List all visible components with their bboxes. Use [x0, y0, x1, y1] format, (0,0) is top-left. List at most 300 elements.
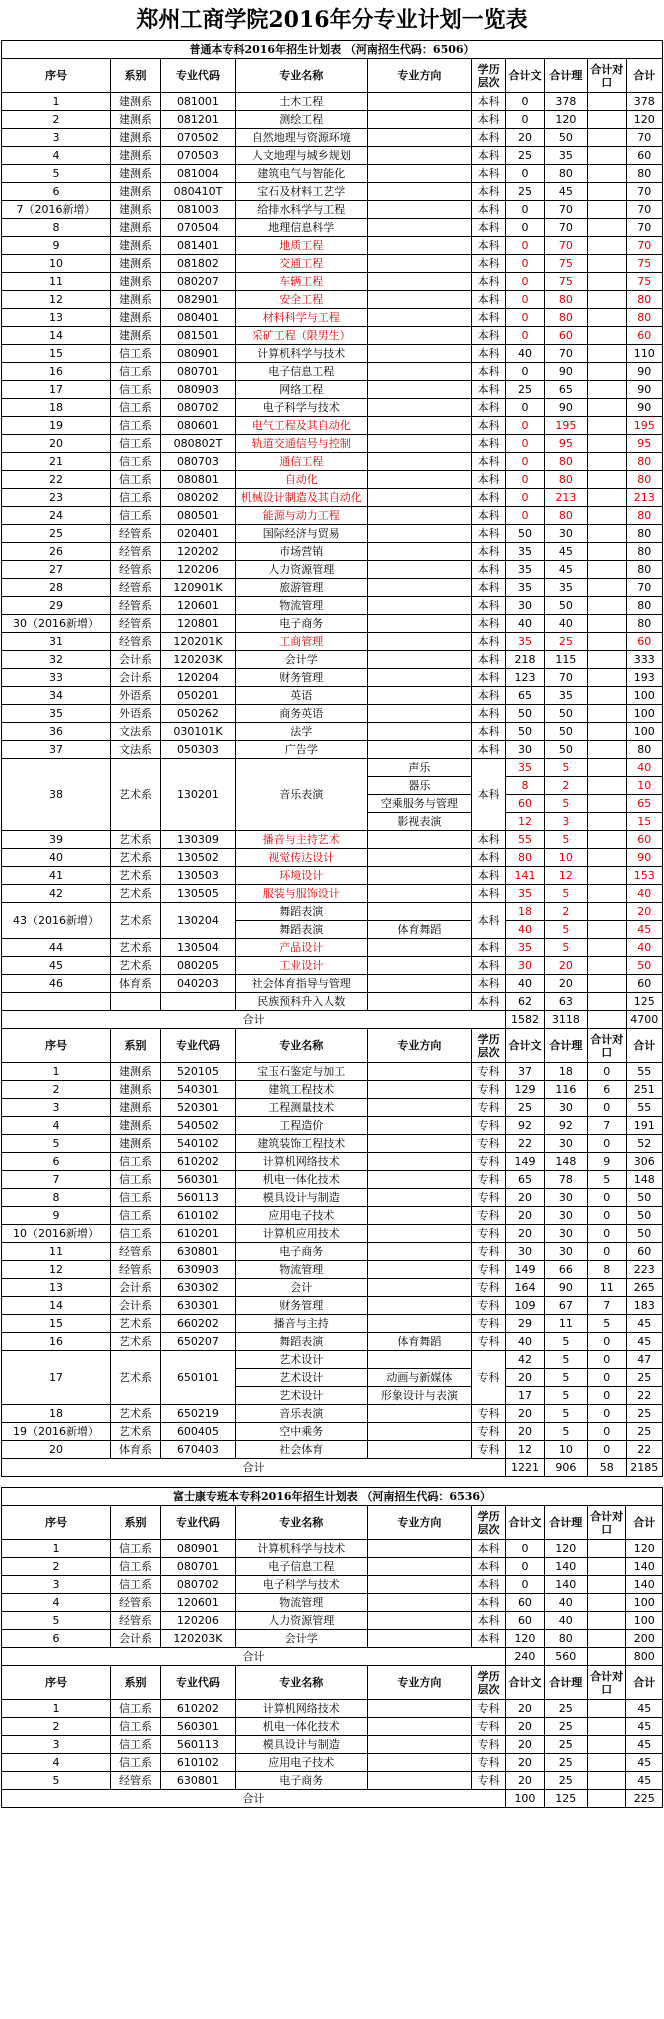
cell-li: 30	[544, 1099, 587, 1117]
cell-dept: 经管系	[111, 597, 161, 615]
cell-major: 建筑装饰工程技术	[235, 1135, 367, 1153]
column-header: 专业名称	[235, 59, 367, 93]
cell-total: 45	[626, 1754, 663, 1772]
cell-dui	[587, 669, 626, 687]
cell-wen: 40	[506, 1333, 545, 1351]
cell-no: 27	[2, 561, 111, 579]
cell-major: 舞蹈表演	[235, 921, 367, 939]
cell-dui	[587, 1576, 626, 1594]
cell-dir: 体育舞蹈	[367, 1333, 471, 1351]
cell-dept: 信工系	[111, 1700, 161, 1718]
cell-dir	[367, 399, 471, 417]
cell-level: 专科	[472, 1405, 506, 1423]
cell-no: 37	[2, 741, 111, 759]
cell-code: 081401	[160, 237, 235, 255]
cell-dept: 信工系	[111, 1558, 161, 1576]
cell-major: 市场营销	[235, 543, 367, 561]
table-row	[2, 615, 663, 633]
cell-li: 50	[544, 705, 587, 723]
total-label: 合计	[2, 1790, 506, 1808]
cell-wen: 0	[506, 291, 545, 309]
cell-level: 本科	[472, 489, 506, 507]
cell-level: 本科	[472, 165, 506, 183]
cell-dept: 建测系	[111, 291, 161, 309]
cell-no: 11	[2, 1243, 111, 1261]
cell-dui	[587, 453, 626, 471]
column-header: 序号	[2, 59, 111, 93]
cell-wen: 35	[506, 543, 545, 561]
cell-wen: 60	[506, 1594, 545, 1612]
cell-dept: 建测系	[111, 327, 161, 345]
cell-total: 193	[626, 669, 662, 687]
cell-no: 1	[2, 93, 111, 111]
cell-dui	[587, 1772, 626, 1790]
cell-dept: 信工系	[111, 417, 161, 435]
cell-total: 60	[626, 633, 662, 651]
cell-level: 本科	[472, 849, 506, 867]
cell-li: 65	[544, 381, 587, 399]
cell-dept: 信工系	[111, 1736, 161, 1754]
cell-total: 333	[626, 651, 662, 669]
cell-wen: 12	[506, 1441, 545, 1459]
table-row	[2, 1315, 663, 1333]
cell-total: 95	[626, 435, 662, 453]
table-row	[2, 1243, 663, 1261]
cell-level: 本科	[472, 885, 506, 903]
cell-wen: 80	[506, 849, 545, 867]
cell-no: 17	[2, 381, 111, 399]
cell-major: 宝玉石鉴定与加工	[235, 1063, 367, 1081]
cell-dir	[367, 507, 471, 525]
cell-total: 223	[626, 1261, 662, 1279]
cell-dui	[587, 957, 626, 975]
cell-dui	[587, 201, 626, 219]
cell-level: 本科	[472, 309, 506, 327]
section-title-row	[2, 1488, 663, 1506]
cell-code: 120202	[160, 543, 235, 561]
cell-dir	[367, 1718, 471, 1736]
cell-major: 人文地理与城乡规划	[235, 147, 367, 165]
cell-li: 5	[544, 795, 587, 813]
cell-major: 播音与主持	[235, 1315, 367, 1333]
cell-dir	[367, 1081, 471, 1099]
cell-no: 14	[2, 327, 111, 345]
cell-wen: 0	[506, 201, 545, 219]
cell-total: 90	[626, 849, 662, 867]
cell-dir	[367, 831, 471, 849]
cell-level: 专科	[472, 1700, 506, 1718]
cell-dir	[367, 381, 471, 399]
cell-code: 630801	[160, 1772, 235, 1790]
cell-dui	[587, 975, 626, 993]
cell-code: 120203K	[160, 1630, 235, 1648]
cell-dui	[587, 687, 626, 705]
cell-dui	[587, 633, 626, 651]
cell-dui: 0	[587, 1405, 626, 1423]
cell-no: 32	[2, 651, 111, 669]
cell-major: 工业设计	[235, 957, 367, 975]
table-row	[2, 1279, 663, 1297]
cell-total: 45	[626, 1718, 663, 1736]
cell-wen: 25	[506, 381, 545, 399]
total-li: 560	[544, 1648, 587, 1666]
cell-dir	[367, 1279, 471, 1297]
cell-li: 378	[544, 93, 587, 111]
cell-wen: 20	[506, 1189, 545, 1207]
cell-major: 能源与动力工程	[235, 507, 367, 525]
total-label: 合计	[2, 1648, 506, 1666]
cell-no: 15	[2, 1315, 111, 1333]
column-header-row	[2, 1029, 663, 1063]
cell-dept: 信工系	[111, 1754, 161, 1772]
cell-dir	[367, 957, 471, 975]
cell-dui: 5	[587, 1171, 626, 1189]
table-row	[2, 705, 663, 723]
cell-dir	[367, 1189, 471, 1207]
cell-major: 自动化	[235, 471, 367, 489]
cell-dept: 建测系	[111, 111, 161, 129]
cell-dir	[367, 147, 471, 165]
table-row	[2, 381, 663, 399]
cell-dept: 信工系	[111, 399, 161, 417]
table-row	[2, 1576, 663, 1594]
cell-dui: 0	[587, 1423, 626, 1441]
cell-code: 120201K	[160, 633, 235, 651]
table-row	[2, 1351, 663, 1369]
table-row	[2, 1441, 663, 1459]
cell-dir: 空乘服务与管理	[367, 795, 471, 813]
cell-total: 70	[626, 237, 662, 255]
cell-level: 专科	[472, 1718, 506, 1736]
cell-dir	[367, 1099, 471, 1117]
cell-total: 55	[626, 1063, 662, 1081]
cell-total: 80	[626, 291, 662, 309]
total-wen: 1582	[506, 1011, 545, 1029]
cell-no: 4	[2, 147, 111, 165]
column-header: 专业方向	[367, 1506, 471, 1540]
table-row	[2, 309, 663, 327]
table-row	[2, 327, 663, 345]
total-dui	[587, 1011, 626, 1029]
cell-wen: 35	[506, 561, 545, 579]
cell-level: 本科	[472, 579, 506, 597]
cell-li: 140	[544, 1558, 587, 1576]
cell-dui: 0	[587, 1333, 626, 1351]
cell-wen: 18	[506, 903, 545, 921]
cell-wen: 30	[506, 1243, 545, 1261]
cell-dept: 信工系	[111, 435, 161, 453]
table-row	[2, 741, 663, 759]
table-row	[2, 471, 663, 489]
cell-total: 148	[626, 1171, 662, 1189]
cell-total: 20	[626, 903, 662, 921]
cell-li: 30	[544, 1207, 587, 1225]
cell-dir	[367, 1423, 471, 1441]
cell-dir	[367, 1351, 471, 1369]
cell-dir	[367, 1441, 471, 1459]
cell-wen: 141	[506, 867, 545, 885]
cell-wen: 0	[506, 1576, 545, 1594]
cell-dir	[367, 1297, 471, 1315]
cell-code: 040203	[160, 975, 235, 993]
table-row	[2, 561, 663, 579]
cell-dept: 经管系	[111, 1772, 161, 1790]
cell-no: 7	[2, 1171, 111, 1189]
cell-no: 5	[2, 1772, 111, 1790]
cell-dir	[367, 939, 471, 957]
cell-li: 80	[544, 507, 587, 525]
table-row	[2, 1333, 663, 1351]
cell-code: 120204	[160, 669, 235, 687]
cell-code: 650207	[160, 1333, 235, 1351]
cell-dept: 信工系	[111, 1576, 161, 1594]
cell-no: 2	[2, 1081, 111, 1099]
cell-wen: 0	[506, 1540, 545, 1558]
cell-major: 电子信息工程	[235, 1558, 367, 1576]
cell-major: 视觉传达设计	[235, 849, 367, 867]
cell-dir	[367, 525, 471, 543]
cell-dept: 信工系	[111, 345, 161, 363]
column-header: 专业方向	[367, 59, 471, 93]
cell-dui	[587, 129, 626, 147]
cell-level: 本科	[472, 1594, 506, 1612]
cell-major: 电子商务	[235, 1243, 367, 1261]
cell-major: 电子科学与技术	[235, 399, 367, 417]
cell-major: 电子商务	[235, 615, 367, 633]
cell-wen: 149	[506, 1153, 545, 1171]
cell-major: 工商管理	[235, 633, 367, 651]
cell-code: 080901	[160, 1540, 235, 1558]
cell-no: 17	[2, 1351, 111, 1405]
cell-level: 本科	[472, 723, 506, 741]
cell-dui	[587, 561, 626, 579]
cell-total: 70	[626, 183, 662, 201]
cell-total: 40	[626, 885, 662, 903]
cell-li: 25	[544, 1736, 587, 1754]
cell-li: 95	[544, 435, 587, 453]
column-header: 合计对口	[587, 1666, 626, 1700]
cell-no: 19（2016新增）	[2, 1423, 111, 1441]
column-header: 序号	[2, 1666, 111, 1700]
cell-major: 建筑电气与智能化	[235, 165, 367, 183]
cell-major: 机电一体化技术	[235, 1171, 367, 1189]
cell-level: 本科	[472, 939, 506, 957]
cell-dept	[111, 993, 161, 1011]
cell-major: 艺术设计	[235, 1351, 367, 1369]
cell-dept: 信工系	[111, 453, 161, 471]
cell-dir	[367, 651, 471, 669]
cell-wen: 35	[506, 633, 545, 651]
cell-dir	[367, 741, 471, 759]
cell-major: 给排水科学与工程	[235, 201, 367, 219]
cell-level: 专科	[472, 1772, 506, 1790]
cell-total: 70	[626, 129, 662, 147]
total-total: 2185	[626, 1459, 662, 1477]
cell-dir	[367, 489, 471, 507]
cell-major: 艺术设计	[235, 1387, 367, 1405]
cell-wen: 0	[506, 111, 545, 129]
cell-dir	[367, 273, 471, 291]
cell-dir	[367, 1135, 471, 1153]
cell-li: 3	[544, 813, 587, 831]
column-header: 合计	[626, 1506, 663, 1540]
cell-total: 65	[626, 795, 662, 813]
cell-dir	[367, 1315, 471, 1333]
cell-dui	[587, 597, 626, 615]
table-row	[2, 1405, 663, 1423]
cell-dir	[367, 255, 471, 273]
cell-wen: 20	[506, 1405, 545, 1423]
cell-li: 30	[544, 1189, 587, 1207]
cell-no: 39	[2, 831, 111, 849]
cell-no: 31	[2, 633, 111, 651]
cell-major: 人力资源管理	[235, 1612, 367, 1630]
cell-major: 计算机科学与技术	[235, 345, 367, 363]
cell-dept: 建测系	[111, 1081, 161, 1099]
cell-total: 213	[626, 489, 662, 507]
cell-level: 专科	[472, 1351, 506, 1405]
cell-code: 630301	[160, 1297, 235, 1315]
cell-li: 5	[544, 1405, 587, 1423]
cell-total: 100	[626, 687, 662, 705]
cell-code: 080802T	[160, 435, 235, 453]
cell-total: 60	[626, 147, 662, 165]
cell-dui: 6	[587, 1081, 626, 1099]
total-row	[2, 1790, 663, 1808]
cell-wen: 40	[506, 345, 545, 363]
cell-dept: 建测系	[111, 237, 161, 255]
table-row	[2, 237, 663, 255]
table-row	[2, 1099, 663, 1117]
cell-wen: 20	[506, 1736, 545, 1754]
cell-dir	[367, 1754, 471, 1772]
cell-li: 80	[544, 291, 587, 309]
cell-dui	[587, 93, 626, 111]
cell-li: 35	[544, 687, 587, 705]
table-row	[2, 489, 663, 507]
cell-dept: 艺术系	[111, 867, 161, 885]
total-label: 合计	[2, 1459, 506, 1477]
column-header: 序号	[2, 1029, 111, 1063]
cell-level: 专科	[472, 1736, 506, 1754]
cell-total: 70	[626, 201, 662, 219]
cell-level: 本科	[472, 147, 506, 165]
cell-li: 70	[544, 201, 587, 219]
cell-wen: 123	[506, 669, 545, 687]
cell-level: 本科	[472, 957, 506, 975]
cell-total: 80	[626, 615, 662, 633]
cell-major: 模具设计与制造	[235, 1189, 367, 1207]
cell-total: 40	[626, 939, 662, 957]
cell-dir	[367, 597, 471, 615]
cell-total: 60	[626, 831, 662, 849]
cell-major: 测绘工程	[235, 111, 367, 129]
cell-total: 265	[626, 1279, 662, 1297]
table-row	[2, 1171, 663, 1189]
cell-li: 66	[544, 1261, 587, 1279]
cell-no: 42	[2, 885, 111, 903]
cell-code: 600405	[160, 1423, 235, 1441]
cell-wen: 218	[506, 651, 545, 669]
total-row	[2, 1011, 663, 1029]
cell-code: 080903	[160, 381, 235, 399]
cell-dir	[367, 309, 471, 327]
cell-level: 本科	[472, 615, 506, 633]
cell-dui	[587, 795, 626, 813]
cell-major: 自然地理与资源环境	[235, 129, 367, 147]
cell-code: 670403	[160, 1441, 235, 1459]
cell-li: 10	[544, 849, 587, 867]
table-row	[2, 867, 663, 885]
cell-dir	[367, 669, 471, 687]
total-label: 合计	[2, 1011, 506, 1029]
cell-dept: 建测系	[111, 309, 161, 327]
cell-level: 本科	[472, 453, 506, 471]
cell-wen: 0	[506, 165, 545, 183]
cell-li: 30	[544, 1225, 587, 1243]
cell-dept: 艺术系	[111, 957, 161, 975]
cell-dir	[367, 327, 471, 345]
cell-total: 15	[626, 813, 662, 831]
cell-dui	[587, 1736, 626, 1754]
column-header: 合计文	[506, 1029, 545, 1063]
cell-dir	[367, 1117, 471, 1135]
cell-total: 50	[626, 1225, 662, 1243]
cell-dept: 艺术系	[111, 939, 161, 957]
cell-major: 旅游管理	[235, 579, 367, 597]
table-row	[2, 1594, 663, 1612]
cell-li: 40	[544, 615, 587, 633]
cell-total: 80	[626, 543, 662, 561]
cell-major: 安全工程	[235, 291, 367, 309]
cell-total: 90	[626, 363, 662, 381]
cell-li: 45	[544, 543, 587, 561]
cell-dept: 信工系	[111, 1153, 161, 1171]
cell-total: 80	[626, 165, 662, 183]
table-row	[2, 273, 663, 291]
column-header: 专业名称	[235, 1506, 367, 1540]
cell-dir	[367, 1594, 471, 1612]
cell-wen: 35	[506, 885, 545, 903]
cell-li: 195	[544, 417, 587, 435]
cell-dir	[367, 1630, 471, 1648]
cell-major: 社会体育指导与管理	[235, 975, 367, 993]
cell-li: 80	[544, 471, 587, 489]
table-row	[2, 1153, 663, 1171]
cell-code: 080601	[160, 417, 235, 435]
cell-major: 地理信息科学	[235, 219, 367, 237]
cell-no: 2	[2, 1718, 111, 1736]
cell-level: 本科	[472, 381, 506, 399]
cell-total: 80	[626, 561, 662, 579]
cell-major: 材料科学与工程	[235, 309, 367, 327]
cell-li: 30	[544, 525, 587, 543]
cell-code: 120801	[160, 615, 235, 633]
cell-dui	[587, 615, 626, 633]
cell-dept: 艺术系	[111, 831, 161, 849]
cell-dept: 艺术系	[111, 903, 161, 939]
cell-wen: 120	[506, 1630, 545, 1648]
cell-wen: 25	[506, 183, 545, 201]
cell-code: 520105	[160, 1063, 235, 1081]
column-header: 合计对口	[587, 1506, 626, 1540]
cell-major: 产品设计	[235, 939, 367, 957]
cell-dept: 艺术系	[111, 885, 161, 903]
cell-code: 081004	[160, 165, 235, 183]
cell-level: 本科	[472, 291, 506, 309]
cell-major: 采矿工程（限男生）	[235, 327, 367, 345]
cell-li: 10	[544, 1441, 587, 1459]
